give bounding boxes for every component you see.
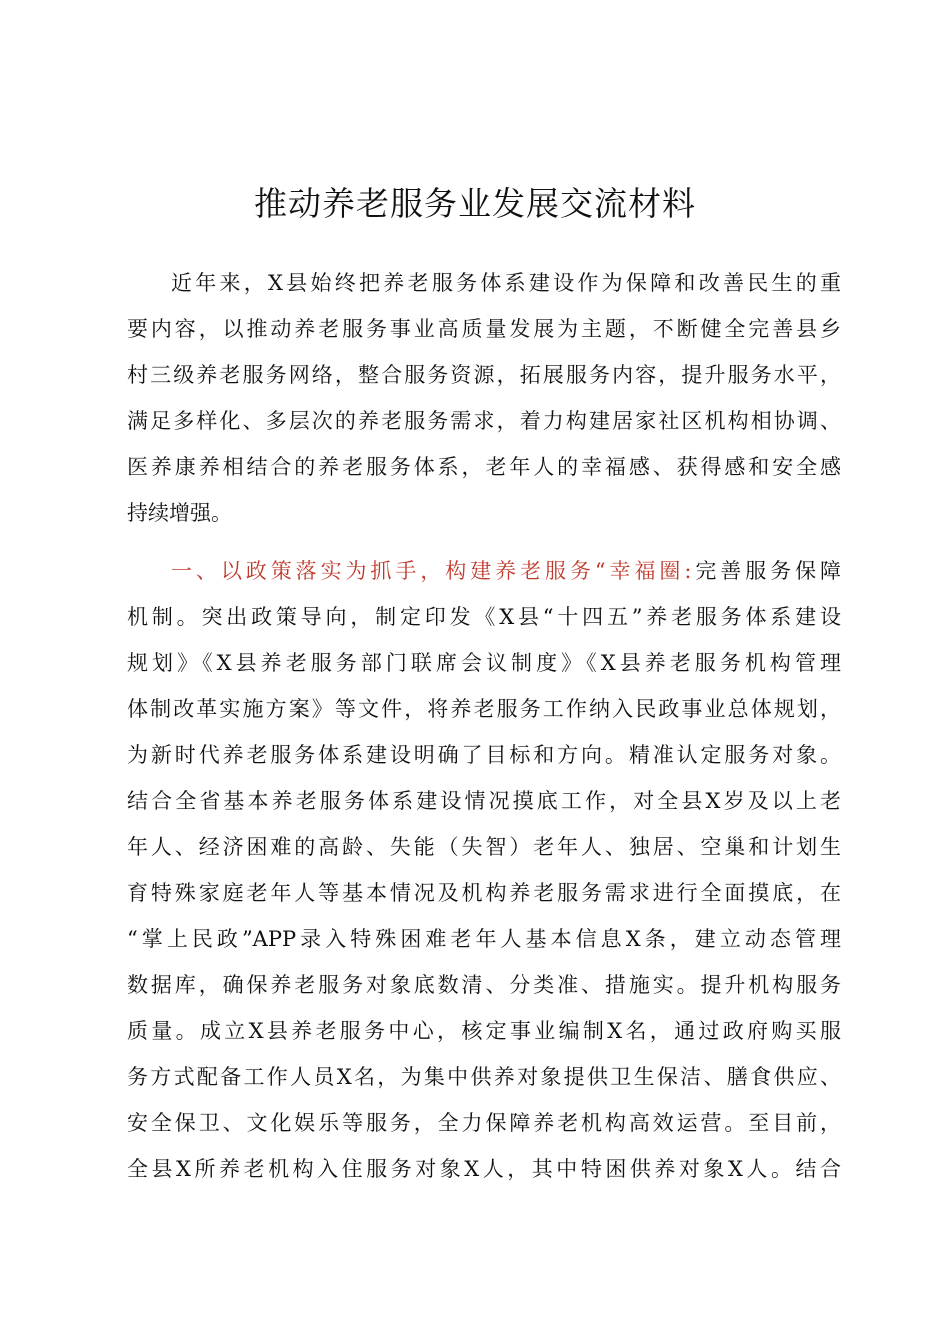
document-body xyxy=(127,260,841,1192)
text-line: 医养康养相结合的养老服务体系，老年人的幸福感、获得感和安全感 xyxy=(127,455,841,479)
text-line: 为新时代养老服务体系建设明确了目标和方向。精准认定服务对象。 xyxy=(127,743,841,767)
text-line: 数据库，确保养老服务对象底数清、分类准、措施实。提升机构服务 xyxy=(127,973,841,997)
text-line: 年人、经济困难的高龄、失能（失智）老年人、独居、空巢和计划生 xyxy=(127,835,841,859)
text-line: 持续增强。 xyxy=(127,501,232,525)
section-heading-line xyxy=(127,548,841,594)
text-line-rest: 完善服务保障 xyxy=(691,559,841,583)
text-line: 务方式配备工作人员X名，为集中供养对象提供卫生保洁、膳食供应、 xyxy=(127,1065,841,1089)
text-line: 要内容，以推动养老服务事业高质量发展为主题，不断健全完善县乡 xyxy=(127,317,841,341)
section-heading: 一、以政策落实为抓手，构建养老服务“幸福圈: xyxy=(171,559,692,583)
text-line: 近年来，X县始终把养老服务体系建设作为保障和改善民生的重 xyxy=(171,271,841,295)
text-line: 机制。突出政策导向，制定印发《X县“十四五”养老服务体系建设 xyxy=(127,605,841,629)
paragraph-intro xyxy=(127,260,841,536)
text-line: 全县X所养老机构入住服务对象X人，其中特困供养对象X人。结合 xyxy=(127,1157,841,1181)
text-line: 质量。成立X县养老服务中心，核定事业编制X名，通过政府购买服 xyxy=(127,1019,841,1043)
text-line: “掌上民政”APP录入特殊困难老年人基本信息X条，建立动态管理 xyxy=(127,927,841,951)
document-title: 推动养老服务业发展交流材料 xyxy=(254,184,696,223)
text-line: 结合全省基本养老服务体系建设情况摸底工作，对全县X岁及以上老 xyxy=(127,789,841,813)
text-line: 满足多样化、多层次的养老服务需求，着力构建居家社区机构相协调、 xyxy=(127,409,841,433)
paragraph-gap xyxy=(127,536,841,548)
text-line: 安全保卫、文化娱乐等服务，全力保障养老机构高效运营。至目前， xyxy=(127,1111,841,1135)
paragraph-section-one xyxy=(127,548,841,1192)
text-line: 育特殊家庭老年人等基本情况及机构养老服务需求进行全面摸底，在 xyxy=(127,881,841,905)
text-line: 规划》《X县养老服务部门联席会议制度》《X县养老服务机构管理 xyxy=(127,651,841,675)
text-line: 体制改革实施方案》等文件，将养老服务工作纳入民政事业总体规划， xyxy=(127,697,841,721)
text-line: 村三级养老服务网络，整合服务资源，拓展服务内容，提升服务水平， xyxy=(127,363,841,387)
